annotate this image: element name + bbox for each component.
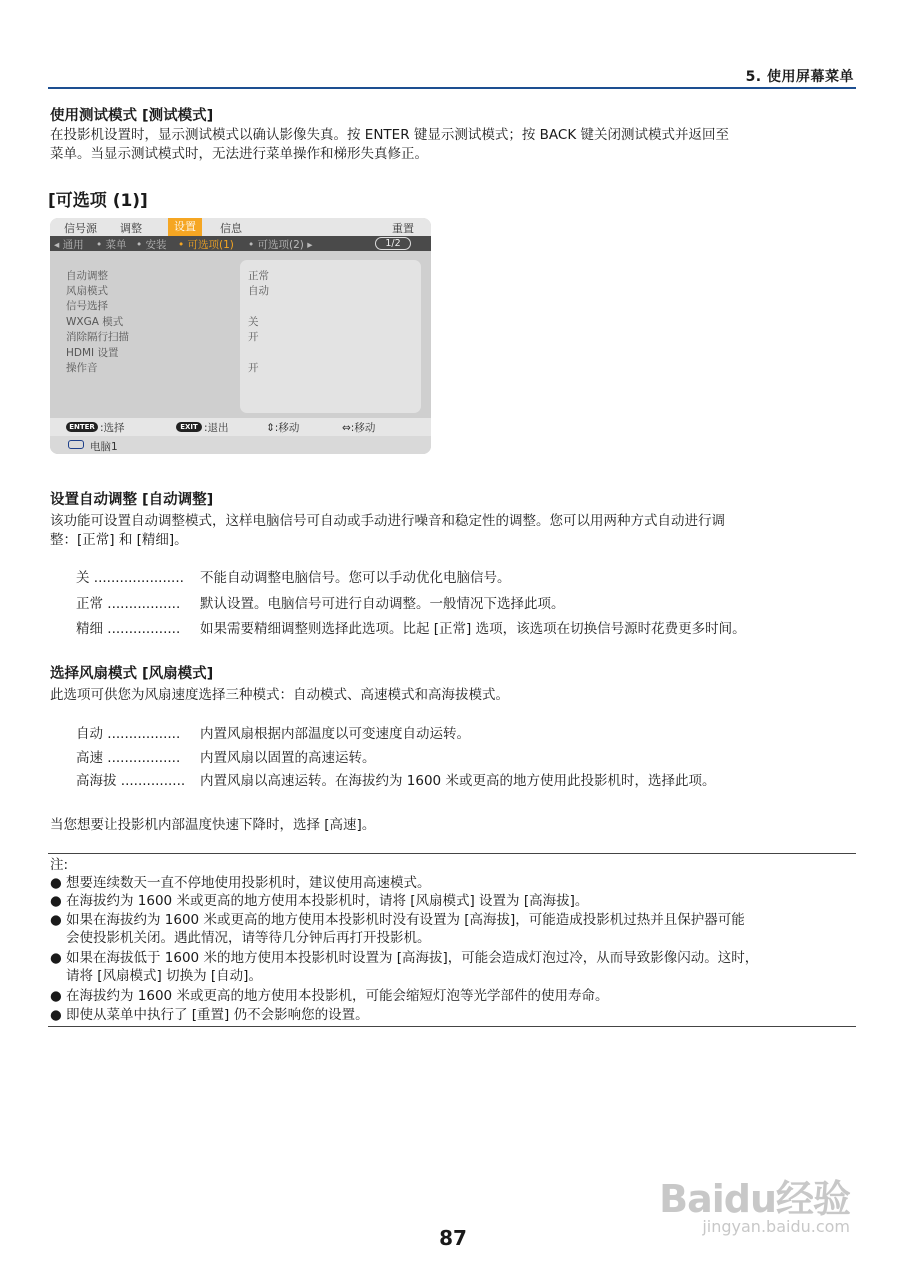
note-text: 在海拔约为 1600 米或更高的地方使用本投影机，可能会缩短灯泡等光学部件的使用寿命。 — [66, 988, 609, 1004]
menu-page-indicator: 1/2 — [375, 237, 411, 250]
note-text: 会使投影机关闭。遇此情况，请等待几分钟后再打开投影机。 — [66, 930, 431, 946]
option-term: 关 ..................... — [76, 570, 184, 586]
bullet-dot: ● — [50, 912, 62, 928]
option-desc: 内置风扇以高速运转。在海拔约为 1600 米或更高的地方使用此投影机时，选择此项。 — [200, 773, 716, 789]
fan-mode-title: 选择风扇模式 [风扇模式] — [50, 666, 214, 682]
options-section-title: [可选项 (1)] — [48, 191, 148, 211]
test-mode-body-line2: 菜单。当显示测试模式时，无法进行菜单操作和梯形失真修正。 — [50, 146, 428, 162]
enter-key-icon: ENTER — [66, 422, 98, 432]
note-continuation — [50, 967, 860, 985]
option-term: 自动 ................. — [76, 726, 181, 742]
auto-adjust-title: 设置自动调整 [自动调整] — [50, 492, 214, 508]
note-text: 请将 [风扇模式] 切换为 [自动]。 — [66, 968, 262, 984]
note-text: 想要连续数天一直不停地使用投影机时，建议使用高速模式。 — [66, 875, 431, 891]
header-rule — [48, 87, 856, 89]
menu-value-fan-mode: 自动 — [248, 285, 269, 297]
option-off — [76, 569, 511, 588]
menu-value-wxga-mode: 关 — [248, 316, 259, 328]
fan-mode-body: 此选项可供您为风扇速度选择三种模式：自动模式、高速模式和高海拔模式。 — [50, 687, 509, 703]
note-text: 在海拔约为 1600 米或更高的地方使用本投影机时，请将 [风扇模式] 设置为 [高海拔]。 — [66, 893, 589, 909]
note-top-rule — [48, 853, 856, 854]
option-desc: 不能自动调整电脑信号。您可以手动优化电脑信号。 — [200, 570, 511, 586]
menu-item-hdmi-settings: HDMI 设置 — [66, 347, 119, 359]
menu-value-auto-adjust: 正常 — [248, 270, 269, 282]
footer-move-horizontal: ⇔:移动 — [342, 422, 376, 434]
option-fan-high — [76, 749, 376, 768]
test-mode-body-line1: 在投影机设置时，显示测试模式以确认影像失真。按 ENTER 键显示测试模式；按 BACK 键关闭测试模式并返回至 — [50, 127, 729, 143]
exit-key-icon: EXIT — [176, 422, 202, 432]
subtab-options-2: • 可选项(2) ▸ — [248, 239, 313, 251]
menu-value-beep: 开 — [248, 362, 259, 374]
menu-tab-bar — [50, 218, 431, 236]
bullet-dot: ● — [50, 875, 62, 891]
note-bullet — [50, 1006, 860, 1024]
option-desc: 内置风扇以固置的高速运转。 — [200, 750, 376, 766]
footer-move-vertical: ⇕:移动 — [266, 422, 300, 434]
baidu-watermark-url: jingyan.baidu.com — [702, 1217, 850, 1236]
option-desc: 如果需要精细调整则选择此选项。比起 [正常] 选项，该选项在切换信号源时花费更多时间。 — [200, 621, 746, 637]
tab-adjust: 调整 — [120, 222, 142, 235]
menu-item-auto-adjust: 自动调整 — [66, 270, 108, 282]
menu-source-bar — [50, 436, 431, 454]
option-term: 高速 ................. — [76, 750, 181, 766]
tab-reset: 重置 — [392, 222, 414, 235]
subtab-install: • 安装 — [136, 239, 167, 251]
menu-item-deinterlace: 消除隔行扫描 — [66, 331, 129, 343]
option-term: 高海拔 ............... — [76, 773, 186, 789]
page-number: 87 — [439, 1226, 467, 1250]
menu-footer — [50, 418, 431, 436]
subtab-options-1: • 可选项(1) — [178, 239, 234, 251]
fan-mode-tail: 当您想要让投影机内部温度快速下降时，选择 [高速]。 — [50, 817, 376, 833]
tab-source: 信号源 — [64, 222, 97, 235]
menu-item-fan-mode: 风扇模式 — [66, 285, 108, 297]
note-bullet — [50, 949, 860, 967]
osd-menu-screenshot — [50, 218, 431, 454]
option-fan-auto — [76, 725, 470, 744]
tab-setup: 设置 — [168, 218, 202, 236]
note-bullet — [50, 987, 860, 1005]
menu-value-deinterlace: 开 — [248, 331, 259, 343]
footer-exit-label: :退出 — [204, 422, 229, 434]
note-text: 如果在海拔约为 1600 米或更高的地方使用本投影机时没有设置为 [高海拔]，可能造成投影机过热并且保护器可能 — [66, 912, 745, 928]
note-text: 如果在海拔低于 1600 米的地方使用本投影机时设置为 [高海拔]，可能会造成灯泡过冷，从而导致影像闪动。这时， — [66, 950, 759, 966]
subtab-menu: • 菜单 — [96, 239, 127, 251]
option-term: 精细 ................. — [76, 621, 181, 637]
menu-item-wxga-mode: WXGA 模式 — [66, 316, 124, 328]
test-mode-title: 使用测试模式 [测试模式] — [50, 108, 214, 124]
tab-info: 信息 — [220, 222, 242, 235]
option-normal — [76, 595, 565, 614]
chapter-heading: 5. 使用屏幕菜单 — [745, 69, 854, 85]
note-bullet — [50, 892, 860, 910]
bullet-dot: ● — [50, 1007, 62, 1023]
note-bullet — [50, 911, 860, 929]
option-fine — [76, 620, 746, 639]
monitor-icon — [68, 440, 84, 449]
note-label: 注: — [50, 857, 69, 873]
note-text: 即使从菜单中执行了 [重置] 仍不会影响您的设置。 — [66, 1007, 369, 1023]
bullet-dot: ● — [50, 950, 62, 966]
source-name: 电脑1 — [90, 441, 118, 453]
footer-select-label: :选择 — [100, 422, 125, 434]
note-continuation — [50, 929, 860, 947]
menu-sub-tab-bar — [50, 236, 431, 251]
option-desc: 内置风扇根据内部温度以可变速度自动运转。 — [200, 726, 470, 742]
option-fan-altitude — [76, 772, 715, 791]
auto-adjust-body-line2: 整：[正常] 和 [精细]。 — [50, 532, 188, 548]
menu-item-signal-select: 信号选择 — [66, 300, 108, 312]
bullet-dot: ● — [50, 893, 62, 909]
auto-adjust-body-line1: 该功能可设置自动调整模式，这样电脑信号可自动或手动进行噪音和稳定性的调整。您可以用两种方式自动进行调 — [50, 513, 725, 529]
menu-item-beep: 操作音 — [66, 362, 98, 374]
bullet-dot: ● — [50, 988, 62, 1004]
note-bottom-rule — [48, 1026, 856, 1027]
subtab-general: ◂ 通用 — [54, 239, 84, 251]
baidu-watermark-logo: Baidu经验 — [659, 1177, 850, 1221]
note-bullet — [50, 874, 860, 892]
option-term: 正常 ................. — [76, 596, 181, 612]
option-desc: 默认设置。电脑信号可进行自动调整。一般情况下选择此项。 — [200, 596, 565, 612]
